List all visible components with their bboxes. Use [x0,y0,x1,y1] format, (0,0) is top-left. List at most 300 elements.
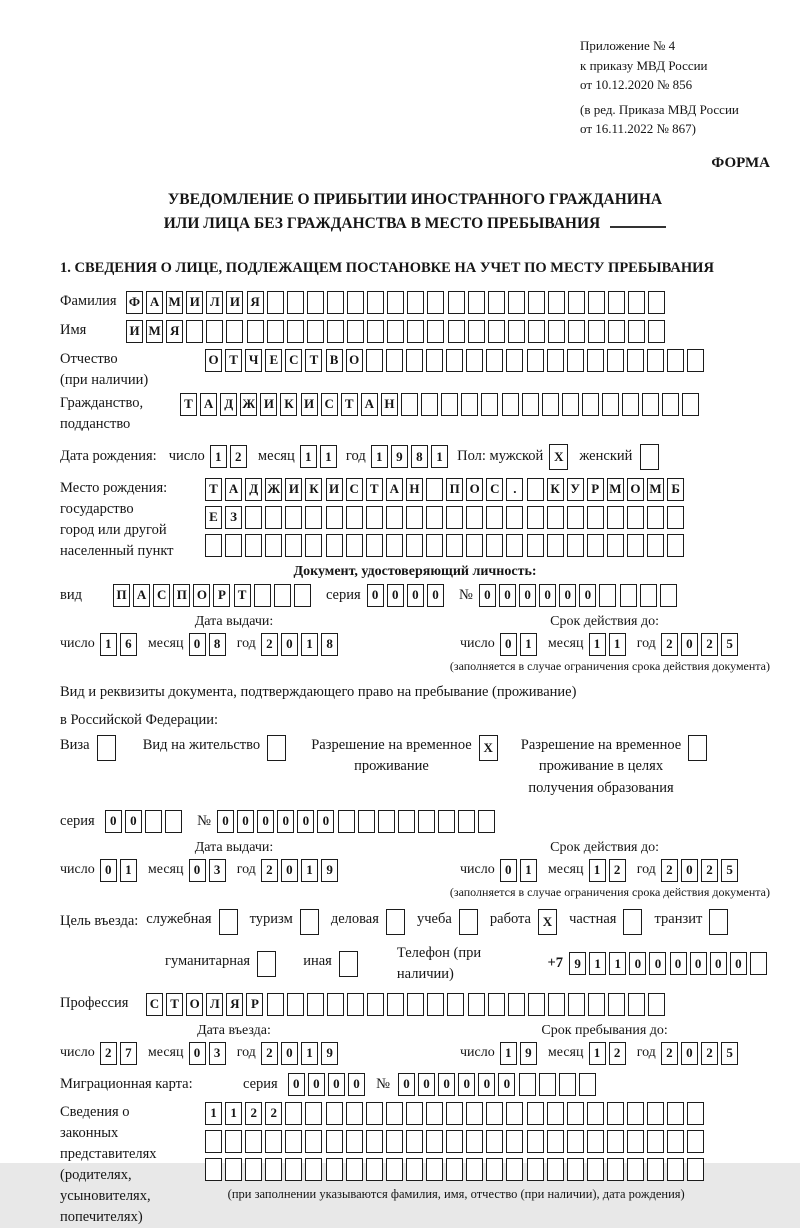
char-cell: 2 [609,1042,626,1065]
entry-year-cells [261,1042,341,1065]
birthplace-line1-cells [205,478,687,501]
char-cell: 0 [237,810,254,833]
char-cell [346,506,363,529]
char-cell: 1 [589,633,606,656]
char-cell [468,291,485,314]
sex-female-checkbox [640,444,662,470]
patronymic-label: Отчество (при наличии) [60,350,149,388]
char-cell [567,506,584,529]
char-cell: 1 [210,445,227,468]
blank-underline [610,215,666,228]
char-cell [608,320,625,343]
char-cell [628,993,645,1016]
char-cell: 0 [387,584,404,607]
char-cell: 0 [308,1073,325,1096]
char-cell: 1 [431,445,448,468]
char-cell [542,393,559,416]
char-cell: 1 [520,859,537,882]
char-cell: 0 [670,952,687,975]
citizenship-cells [180,393,702,416]
char-cell [285,1130,302,1153]
temp-residence-edu-option [521,735,711,800]
char-cell [640,584,657,607]
char-cell [366,349,383,372]
section1-heading: 1. СВЕДЕНИЯ О ЛИЦЕ, ПОДЛЕЖАЩЕМ ПОСТАНОВКЕ НА УЧЕТ ПО МЕСТУ ПРЕБЫВАНИЯ [60,259,714,276]
char-cell [267,291,284,314]
humanitarian-checkbox [257,951,279,977]
char-cell: Я [226,993,243,1016]
char-cell [265,1158,282,1181]
char-cell [508,993,525,1016]
char-cell: 0 [105,810,122,833]
char-cell [386,909,405,935]
title-line-2: ИЛИ ЛИЦА БЕЗ ГРАЖДАНСТВА В МЕСТО ПРЕБЫВАНИЯ [60,212,770,236]
surname-cells [126,291,669,314]
char-cell [608,993,625,1016]
char-cell [305,506,322,529]
residence-number-cells [217,810,498,833]
sex-female-label: женский [579,448,633,465]
char-cell: Ж [265,478,282,501]
char-cell: 0 [281,633,298,656]
char-cell [406,534,423,557]
month-label: месяц [147,862,184,878]
char-cell [346,1130,363,1153]
char-cell [588,993,605,1016]
char-cell [257,951,276,977]
char-cell: 2 [245,1102,262,1125]
char-cell [628,291,645,314]
char-cell [300,909,319,935]
char-cell [426,534,443,557]
char-cell: Т [180,393,197,416]
year-label: год [636,636,656,652]
char-cell [366,534,383,557]
sex-male-label: Пол: мужской [457,448,544,465]
appendix-line: к приказу МВД России [580,57,708,73]
char-cell [508,320,525,343]
char-cell [667,1102,684,1125]
char-cell [608,291,625,314]
char-cell [205,1158,222,1181]
birth-month-cells [300,445,340,468]
char-cell [305,534,322,557]
char-cell [225,534,242,557]
char-cell: 0 [328,1073,345,1096]
char-cell [527,534,544,557]
char-cell: П [173,584,190,607]
official-checkbox [219,909,241,935]
visa-label: Виза [60,736,90,753]
char-cell [547,1130,564,1153]
char-cell [447,993,464,1016]
sex-male-checkbox [549,444,571,470]
phone-label: Телефон (при наличии) [396,944,482,982]
day-label: число [460,862,495,878]
char-cell [567,1102,584,1125]
char-cell [285,506,302,529]
char-cell [582,393,599,416]
char-cell: X [538,909,557,935]
char-cell [426,1158,443,1181]
char-cell: 2 [661,859,678,882]
temp-residence-option [311,735,501,779]
char-cell: 9 [569,952,586,975]
birthplace-label: Место рождения: государство город или другой населенный пункт [60,479,174,559]
birth-year-cells [371,445,451,468]
char-cell: 0 [681,633,698,656]
representatives-line3-cells [205,1158,707,1181]
char-cell: 1 [589,859,606,882]
char-cell: 1 [100,633,117,656]
char-cell: С [346,478,363,501]
char-cell [648,320,665,343]
char-cell: 0 [189,859,206,882]
char-cell [527,1130,544,1153]
char-cell [548,993,565,1016]
char-cell: 9 [321,1042,338,1065]
char-cell [647,1130,664,1153]
char-cell [486,506,503,529]
char-cell [528,320,545,343]
char-cell [622,393,639,416]
char-cell [338,810,355,833]
visa-option [60,735,119,761]
char-cell [387,291,404,314]
char-cell: 2 [265,1102,282,1125]
char-cell: 9 [391,445,408,468]
char-cell: З [225,506,242,529]
char-cell: 0 [690,952,707,975]
char-cell: 0 [438,1073,455,1096]
char-cell: А [146,291,163,314]
char-cell: Ф [126,291,143,314]
char-cell: Т [205,478,222,501]
char-cell: С [486,478,503,501]
char-cell [307,320,324,343]
char-cell [687,1102,704,1125]
purpose-transit: транзит [655,909,732,935]
series-label: серия [243,1075,278,1092]
char-cell: 8 [411,445,428,468]
char-cell [407,291,424,314]
char-cell [406,1130,423,1153]
char-cell: А [200,393,217,416]
representatives-row [60,1102,770,1228]
form-label: ФОРМА [711,154,770,171]
transit-checkbox [709,909,731,935]
char-cell [660,584,677,607]
char-cell [265,534,282,557]
doc-series-cells [367,584,447,607]
char-cell: 0 [297,810,314,833]
char-cell: С [146,993,163,1016]
char-cell [506,1130,523,1153]
residence-series-cells [105,810,185,833]
char-cell: 5 [721,1042,738,1065]
char-cell [446,1130,463,1153]
char-cell [205,1130,222,1153]
char-cell [466,534,483,557]
char-cell: А [386,478,403,501]
profession-cells [146,993,668,1016]
representatives-line1-cells [205,1102,707,1125]
series-label: серия [60,812,95,829]
issue-month-cells [189,633,229,656]
char-cell: 0 [500,633,517,656]
char-cell [627,506,644,529]
char-cell: 0 [499,584,516,607]
char-cell: . [506,478,523,501]
stay-month-cells [589,1042,629,1065]
char-cell [587,1158,604,1181]
char-cell [401,393,418,416]
char-cell: 0 [681,1042,698,1065]
char-cell: 0 [500,859,517,882]
char-cell [406,1158,423,1181]
char-cell: И [186,291,203,314]
char-cell: М [607,478,624,501]
char-cell: 0 [458,1073,475,1096]
char-cell: К [280,393,297,416]
residence-doc-options [60,735,770,800]
birthdate-row [60,444,770,470]
char-cell [587,506,604,529]
char-cell: 1 [371,445,388,468]
char-cell [527,1102,544,1125]
char-cell [245,534,262,557]
citizenship-row [60,393,770,435]
char-cell [547,349,564,372]
char-cell: С [285,349,302,372]
char-cell: И [226,291,243,314]
validity-label: Срок действия до: [550,613,660,629]
char-cell: 0 [418,1073,435,1096]
char-cell [307,291,324,314]
char-cell [327,320,344,343]
representatives-label: Сведения о законных представителях (родителях, усыновителях, попечителях) [60,1103,157,1226]
char-cell [366,1102,383,1125]
char-cell [358,810,375,833]
char-cell: 5 [721,859,738,882]
entry-dates [60,1023,770,1065]
char-cell: Р [587,478,604,501]
char-cell: 0 [681,859,698,882]
char-cell [627,1130,644,1153]
char-cell: 8 [321,633,338,656]
char-cell [627,534,644,557]
char-cell [568,291,585,314]
char-cell: Р [246,993,263,1016]
char-cell [522,393,539,416]
char-cell: 0 [317,810,334,833]
purpose-business: деловая [331,909,408,935]
char-cell: 0 [277,810,294,833]
char-cell [488,993,505,1016]
doc-type-label: вид [60,586,82,603]
valid-month-cells [589,633,629,656]
char-cell: Ж [240,393,257,416]
char-cell: С [321,393,338,416]
char-cell: Л [206,291,223,314]
day-label: число [60,862,95,878]
char-cell: 0 [189,1042,206,1065]
identity-doc-dates [60,614,770,674]
char-cell [607,1130,624,1153]
firstname-cells [126,320,669,343]
char-cell [486,1158,503,1181]
char-cell: Д [220,393,237,416]
char-cell: 0 [730,952,747,975]
char-cell [466,506,483,529]
char-cell [647,1158,664,1181]
char-cell [588,320,605,343]
char-cell [347,320,364,343]
char-cell [219,909,238,935]
char-cell [427,320,444,343]
char-cell: 0 [257,810,274,833]
char-cell: 0 [407,584,424,607]
char-cell [305,1130,322,1153]
char-cell [347,993,364,1016]
char-cell [599,584,616,607]
char-cell: 2 [661,1042,678,1065]
char-cell: О [346,349,363,372]
valid-year-cells [661,859,741,882]
char-cell: 3 [209,859,226,882]
purpose-row-2 [165,943,770,985]
citizenship-label: Гражданство, подданство [60,394,144,432]
char-cell: 0 [348,1073,365,1096]
char-cell: 9 [321,859,338,882]
char-cell: 8 [209,633,226,656]
representatives-caption: (при заполнении указываются фамилия, имя, отчество (при наличии), дата рождения) [227,1186,685,1201]
other-checkbox [339,951,361,977]
char-cell: Е [205,506,222,529]
char-cell: 1 [609,952,626,975]
char-cell: О [186,993,203,1016]
char-cell: И [285,478,302,501]
purpose-official: служебная [146,909,240,935]
issue-date-group [60,840,408,882]
char-cell [448,291,465,314]
valid-day-cells [500,633,540,656]
representatives-cells-block [205,1102,707,1202]
char-cell [367,320,384,343]
char-cell [528,993,545,1016]
char-cell [667,506,684,529]
stay-day-cells [500,1042,540,1065]
day-label: число [168,448,205,465]
char-cell [627,1102,644,1125]
char-cell: 0 [100,859,117,882]
char-cell [461,393,478,416]
private-checkbox [623,909,645,935]
char-cell: 0 [579,584,596,607]
char-cell: И [301,393,318,416]
stay-until-label: Срок пребывания до: [541,1022,668,1038]
char-cell: П [113,584,130,607]
char-cell [387,993,404,1016]
char-cell [648,993,665,1016]
char-cell [386,506,403,529]
char-cell: 1 [120,859,137,882]
char-cell [459,909,478,935]
char-cell [567,1158,584,1181]
char-cell [326,1158,343,1181]
char-cell [421,393,438,416]
char-cell [667,1130,684,1153]
char-cell [527,349,544,372]
char-cell [267,993,284,1016]
surname-row [60,291,770,314]
month-label: месяц [547,1045,584,1061]
work-checkbox [538,909,560,935]
valid-year-cells [661,633,741,656]
migration-number-cells [398,1073,599,1096]
char-cell: 1 [205,1102,222,1125]
char-cell [640,444,659,470]
char-cell: У [567,478,584,501]
char-cell: 1 [589,1042,606,1065]
char-cell [339,951,358,977]
identity-doc-row [60,584,770,607]
entry-date-label: Дата въезда: [197,1022,271,1038]
char-cell [568,320,585,343]
identity-doc-heading: Документ, удостоверяющий личность: [293,563,537,579]
char-cell [667,349,684,372]
residence-doc-dates [60,840,770,900]
char-cell [407,320,424,343]
month-label: месяц [547,862,584,878]
char-cell [682,393,699,416]
char-cell: 0 [281,1042,298,1065]
purpose-label: Цель въезда: [60,913,139,930]
char-cell: Т [234,584,251,607]
char-cell [307,993,324,1016]
char-cell [245,1158,262,1181]
birthplace-cells-block [205,478,687,562]
char-cell: 1 [609,633,626,656]
char-cell: 5 [721,633,738,656]
char-cell [527,506,544,529]
char-cell [486,349,503,372]
purpose-study: учеба [417,909,481,935]
char-cell [548,291,565,314]
day-label: число [460,1045,495,1061]
char-cell [527,478,544,501]
doc-type-cells [113,584,314,607]
month-label: месяц [147,636,184,652]
restriction-note: (заполняется в случае ограничения срока действия документа) [449,658,770,673]
purpose-tourism: туризм [250,909,322,935]
char-cell [607,1102,624,1125]
char-cell: Е [265,349,282,372]
char-cell [488,291,505,314]
residence-permit-checkbox [267,735,289,761]
char-cell: 0 [710,952,727,975]
char-cell: 9 [520,1042,537,1065]
char-cell [579,1073,596,1096]
char-cell [265,1130,282,1153]
char-cell [446,534,463,557]
char-cell: 0 [539,584,556,607]
char-cell [466,1130,483,1153]
residence-doc-series-row [60,810,770,833]
char-cell [506,1158,523,1181]
char-cell [305,1102,322,1125]
char-cell: А [225,478,242,501]
